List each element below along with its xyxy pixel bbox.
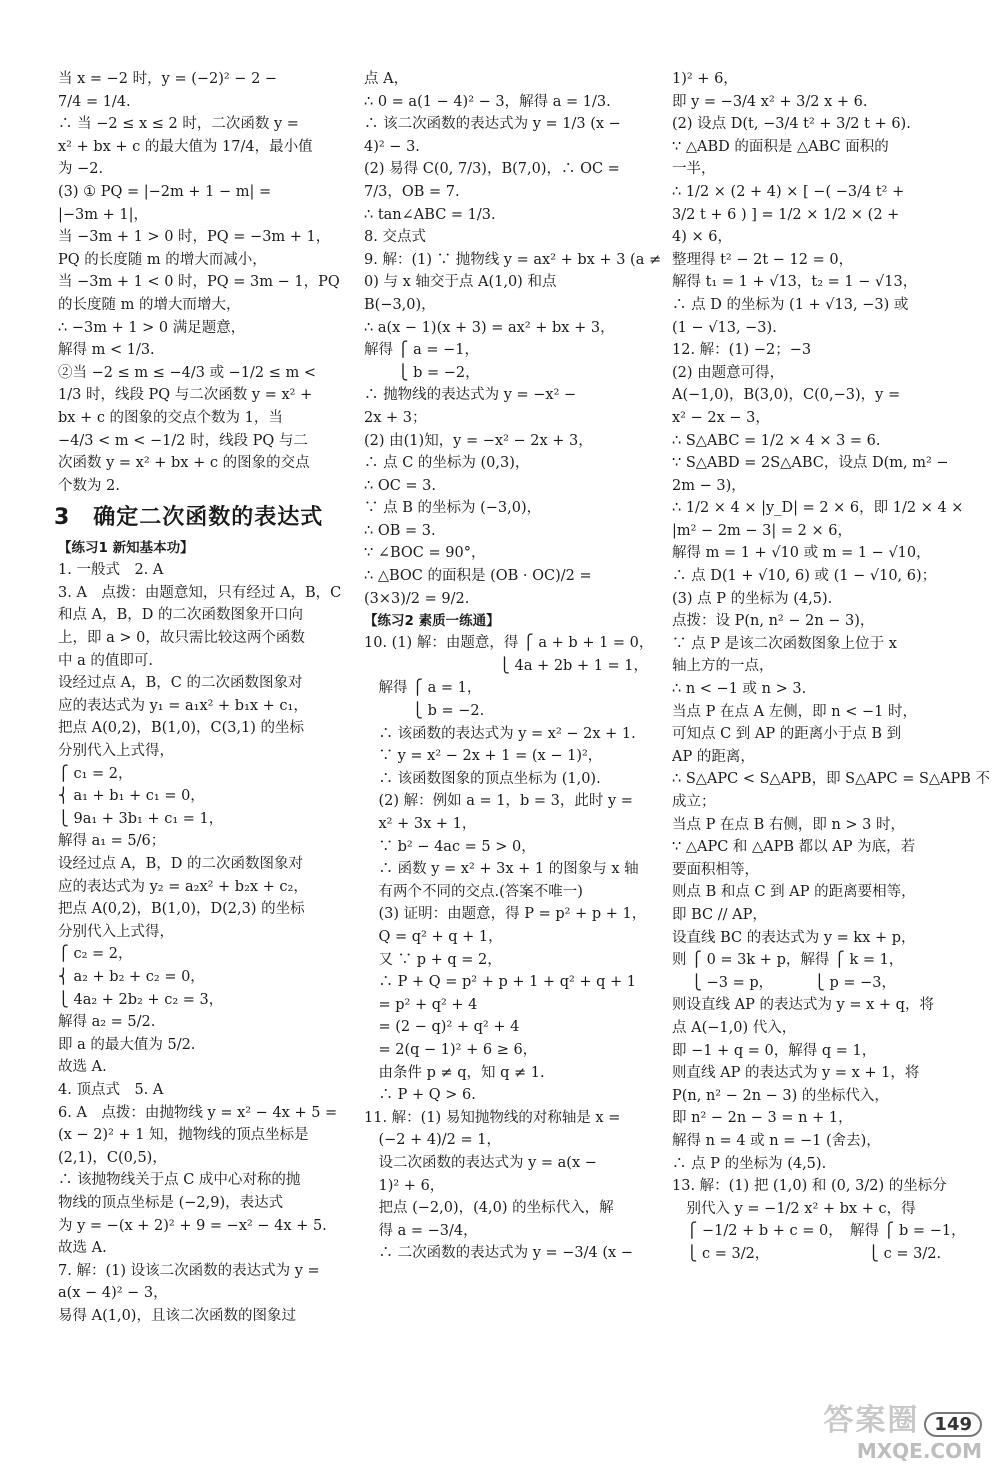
text-line: ⎧ c₂ = 2， [58, 946, 133, 963]
text-line: Q = q² + q + 1， [364, 928, 503, 945]
text-line: ∴ 1/2 × 4 × |y_D| = 2 × 6，即 1/2 × 4 × [672, 500, 964, 517]
text-line: ∴ S△APC < S△APB，即 S△APC = S△APB 不 [672, 771, 991, 788]
text-line: ⎨ a₁ + b₁ + c₁ = 0， [58, 788, 205, 805]
section-heading: 3 确定二次函数的表达式 [54, 505, 324, 531]
text-line: 即 BC // AP， [672, 906, 767, 923]
text-line: 6. A 点拨：由抛物线 y = x² − 4x + 5 = [58, 1104, 338, 1121]
text-line: 7. 解：(1) 设该二次函数的表达式为 y = [58, 1262, 320, 1279]
text-line: ∴ 二次函数的表达式为 y = −3/4 (x − [364, 1245, 633, 1262]
text-line: 当 −3m + 1 > 0 时，PQ = −3m + 1， [58, 229, 331, 246]
text-line: 可知点 C 到 AP 的距离小于点 B 到 [672, 726, 902, 743]
text-line: 有两个不同的交点.(答案不唯一) [364, 883, 583, 900]
text-line: 则 ⎧ 0 = 3k + p，解得 ⎧ k = 1， [672, 952, 904, 969]
text-line: ∴ 点 P 的坐标为 (4,5). [672, 1155, 827, 1172]
text-line: 由条件 p ≠ q，知 q ≠ 1. [364, 1064, 545, 1081]
text-line: 次函数 y = x² + bx + c 的图象的交点 [58, 455, 310, 472]
text-line: ⎧ c₁ = 2， [58, 765, 133, 782]
text-line: 分别代入上式得， [58, 923, 174, 940]
watermark-text: 答案圈 [823, 1403, 920, 1438]
text-line: ⎩ −3 = p， ⎩ p = −3， [672, 974, 896, 991]
text-line: ∵ 点 B 的坐标为 (−3,0)， [364, 500, 542, 517]
text-line: 10. (1) 解：由题意，得 ⎧ a + b + 1 = 0， [364, 635, 654, 652]
text-line: (2) 由(1)知，y = −x² − 2x + 3， [364, 432, 593, 449]
text-line: 13. 解：(1) 把 (1,0) 和 (0, 3/2) 的坐标分 [672, 1178, 947, 1195]
text-line: 12. 解：(1) −2；−3 [672, 342, 812, 359]
text-line: ∴ OB = 3. [364, 522, 436, 539]
text-line: 2x + 3； [364, 409, 427, 426]
text-line: ∴ △BOC 的面积是 (OB · OC)/2 = [364, 568, 592, 585]
text-line: ∴ 0 = a(1 − 4)² − 3，解得 a = 1/3. [364, 93, 611, 110]
text-line: 即 y = −3/4 x² + 3/2 x + 6. [672, 93, 868, 110]
text-line: ∴ 点 D(1 + √10, 6) 或 (1 − √10, 6)； [672, 568, 937, 585]
text-line: 解得 n = 4 或 n = −1 (舍去)， [672, 1132, 881, 1149]
text-line: 8. 交点式 [364, 229, 426, 246]
text-line: 应的表达式为 y₂ = a₂x² + b₂x + c₂， [58, 878, 308, 895]
watermark-url: MXQE.COM [856, 1439, 982, 1463]
text-line: 易得 A(1,0)，且该二次函数的图象过 [58, 1307, 296, 1324]
text-line: 1)² + 6， [672, 71, 738, 87]
text-line: (2) 由题意可得， [672, 364, 785, 381]
text-line: 得 a = −3/4， [364, 1222, 478, 1239]
text-line: 成立； [672, 794, 716, 810]
text-line: 当点 P 在点 A 左侧，即 n < −1 时， [672, 703, 917, 720]
text-line: = 2(q − 1)² + 6 ≥ 6， [364, 1041, 538, 1058]
text-line: (3) ① PQ = |−2m + 1 − m| = [58, 183, 272, 200]
text-line: 点 A(−1,0) 代入， [672, 1019, 797, 1036]
text-line: 物线的顶点坐标是 (−2,9)，表达式 [58, 1194, 284, 1211]
text-line: = p² + q² + 4 [364, 996, 478, 1013]
text-line: 7/4 = 1/4. [58, 93, 131, 110]
text-line: 11. 解：(1) 易知抛物线的对称轴是 x = [364, 1109, 621, 1126]
text-line: ∴ 抛物线的表达式为 y = −x² − [364, 387, 577, 404]
text-line: = (2 − q)² + q² + 4 [364, 1019, 520, 1036]
text-line: 即 a 的最大值为 5/2. [58, 1036, 196, 1053]
text-line: ∴ −3m + 1 > 0 满足题意， [58, 319, 246, 336]
text-line: 为 y = −(x + 2)² + 9 = −x² − 4x + 5. [58, 1217, 327, 1234]
text-line: ⎩ 4a + 2b + 1 = 1， [364, 657, 649, 674]
text-line: 0) 与 x 轴交于点 A(1,0) 和点 [364, 274, 557, 291]
text-line: ∵ b² − 4ac = 5 > 0， [364, 838, 536, 855]
text-line: 当 −3m + 1 < 0 时，PQ = 3m − 1，PQ [58, 274, 340, 291]
subsection-heading: 【练习2 素质一练通】 [364, 613, 500, 630]
text-line: 则设直线 AP 的表达式为 y = x + q，将 [672, 997, 934, 1014]
text-line: ∴ 点 C 的坐标为 (0,3)， [364, 455, 530, 472]
text-line: ∴ 当 −2 ≤ x ≤ 2 时，二次函数 y = [58, 116, 299, 133]
column-right [672, 68, 991, 1265]
text-line: ∵ ∠BOC = 90°， [364, 545, 486, 562]
text-line: 点拨：设 P(n, n² − 2n − 3)， [672, 613, 875, 630]
text-line: ∵ 点 P 是该二次函数图象上位于 x [672, 635, 897, 652]
text-line: ∴ P + Q = p² + p + 1 + q² + q + 1 [364, 974, 637, 991]
text-line: A(−1,0)，B(3,0)，C(0,−3)，y = [672, 387, 901, 404]
text-line: 则直线 AP 的表达式为 y = x + 1，将 [672, 1065, 920, 1082]
text-line: ∵ △ABD 的面积是 △ABC 面积的 [672, 138, 889, 155]
text-line: 解得 ⎧ a = 1， [364, 680, 482, 697]
text-line: 一半， [672, 161, 716, 178]
text-line: (3×3)/2 = 9/2. [364, 590, 470, 607]
text-line: 7/3，OB = 7. [364, 183, 460, 200]
text-line: 1. 一般式 2. A [58, 562, 164, 579]
text-line: ∵ S△ABD = 2S△ABC，设点 D(m, m² − [672, 455, 949, 472]
text-line: 别代入 y = −1/2 x² + bx + c，得 [672, 1200, 916, 1217]
text-line: (x − 2)² + 1 知，抛物线的顶点坐标是 [58, 1127, 309, 1144]
text-line: 当 x = −2 时，y = (−2)² − 2 − [58, 71, 278, 87]
subsection-heading: 【练习1 新知基本功】 [58, 540, 194, 557]
text-line: 点 A， [364, 71, 409, 87]
text-line: 的长度随 m 的增大而增大， [58, 296, 241, 313]
text-line: 解得 t₁ = 1 + √13，t₂ = 1 − √13， [672, 274, 918, 291]
text-line: 要面积相等， [672, 861, 759, 878]
text-line: ⎩ c = 3/2， ⎩ c = 3/2. [672, 1245, 942, 1262]
text-line: ②当 −2 ≤ m ≤ −4/3 或 −1/2 ≤ m < [58, 364, 317, 381]
text-line: ⎩ 9a₁ + 3b₁ + c₁ = 1， [58, 810, 224, 827]
column-left [54, 68, 342, 1327]
text-line: 设二次函数的表达式为 y = a(x − [364, 1154, 597, 1171]
text-line: 设经过点 A，B，C 的二次函数图象对 [58, 675, 303, 692]
text-line: 整理得 t² − 2t − 12 = 0， [672, 251, 854, 268]
text-line: 9. 解：(1) ∵ 抛物线 y = ax² + bx + 3 (a ≠ [364, 251, 662, 268]
text-line: 分别代入上式得， [58, 743, 174, 760]
text-line: 轴上方的一点， [672, 658, 774, 675]
text-line: 把点 (−2,0)，(4,0) 的坐标代入，解 [364, 1200, 614, 1217]
text-line: 解得 a₁ = 5/6； [58, 833, 166, 850]
text-line: 4. 顶点式 5. A [58, 1081, 164, 1098]
text-line: (2) 易得 C(0, 7/3)，B(7,0)，∴ OC = [364, 161, 620, 178]
text-line: 2m − 3)， [672, 477, 746, 494]
text-line: (3) 证明：由题意，得 P = p² + p + 1， [364, 906, 647, 923]
text-line: (2) 设点 D(t, −3/4 t² + 3/2 t + 6). [672, 116, 911, 133]
text-line: ∴ tan∠ABC = 1/3. [364, 206, 496, 223]
text-line: PQ 的长度随 m 的增大而减小， [58, 251, 267, 268]
text-line: ⎧ −1/2 + b + c = 0， 解得 ⎧ b = −1， [672, 1223, 966, 1240]
text-line: x² + 3x + 1， [364, 816, 477, 832]
text-line: 即 n² − 2n − 3 = n + 1， [672, 1110, 853, 1127]
text-line: 故选 A. [58, 1240, 107, 1257]
text-line: ⎩ 4a₂ + 2b₂ + c₂ = 3， [58, 991, 224, 1008]
text-line: 1)² + 6， [364, 1177, 445, 1194]
text-line: ∴ 该抛物线关于点 C 成中心对称的抛 [58, 1172, 301, 1189]
text-line: a(x − 4)² − 3， [58, 1285, 168, 1302]
text-line: ∴ S△ABC = 1/2 × 4 × 3 = 6. [672, 432, 881, 449]
text-line: (2,1)，C(0,5)， [58, 1149, 167, 1166]
text-line: ∴ a(x − 1)(x + 3) = ax² + bx + 3， [364, 319, 615, 336]
text-line: P(n, n² − 2n − 3) 的坐标代入， [672, 1087, 889, 1104]
text-line: ⎨ a₂ + b₂ + c₂ = 0， [58, 968, 205, 985]
text-line: ∵ y = x² − 2x + 1 = (x − 1)²， [364, 748, 603, 765]
text-line: 解得 a₂ = 5/2. [58, 1014, 156, 1031]
text-line: (1 − √13, −3). [672, 319, 777, 336]
text-line: 个数为 2. [58, 477, 120, 494]
text-line: 1/3 时，线段 PQ 与二次函数 y = x² + [58, 387, 313, 404]
page-footer [823, 1395, 982, 1463]
text-line: 即 −1 + q = 0，解得 q = 1， [672, 1042, 877, 1059]
text-line: |m² − 2m − 3| = 2 × 6， [672, 522, 852, 539]
text-line: x² + bx + c 的最大值为 17/4，最小值 [58, 138, 313, 155]
text-line: ⎩ b = −2， [364, 364, 480, 381]
text-line: 设经过点 A，B，D 的二次函数图象对 [58, 856, 303, 872]
text-line: 中 a 的值即可. [58, 652, 153, 669]
text-line: ∵ △APC 和 △APB 都以 AP 为底，若 [672, 839, 916, 856]
text-line: (3) 点 P 的坐标为 (4,5). [672, 590, 833, 607]
text-line: 解得 m < 1/3. [58, 342, 155, 359]
page-number: 149 [924, 1412, 982, 1437]
text-line: 把点 A(0,2)，B(1,0)，C(3,1) 的坐标 [58, 720, 305, 737]
text-line: ∴ n < −1 或 n > 3. [672, 681, 807, 698]
text-line: 和点 A，B，D 的二次函数图象开口向 [58, 607, 303, 624]
text-line: (2) 解：例如 a = 1，b = 3，此时 y = [364, 793, 633, 810]
text-line: ∴ 函数 y = x² + 3x + 1 的图象与 x 轴 [364, 861, 639, 878]
text-line: ∴ 1/2 × (2 + 4) × [ −( −3/4 t² + [672, 183, 905, 200]
text-line: 应的表达式为 y₁ = a₁x² + b₁x + c₁， [58, 697, 308, 714]
column-middle [364, 68, 662, 1265]
text-line: ⎩ b = −2. [364, 703, 485, 720]
text-line: ∴ 点 D 的坐标为 (1 + √13, −3) 或 [672, 296, 909, 313]
text-line: ∴ OC = 3. [364, 477, 437, 494]
text-line: ∴ 该函数的表达式为 y = x² − 2x + 1. [364, 725, 636, 742]
text-line: −4/3 < m < −1/2 时，线段 PQ 与二 [58, 432, 308, 449]
text-line: 当点 P 在点 B 右侧，即 n > 3 时， [672, 816, 905, 833]
text-line: 上，即 a > 0，故只需比较这两个函数 [58, 630, 305, 647]
text-line: bx + c 的图象的交点个数为 1，当 [58, 409, 283, 426]
text-line: (−2 + 4)/2 = 1， [364, 1132, 501, 1149]
text-line: ∴ P + Q > 6. [364, 1087, 476, 1104]
text-line: 把点 A(0,2)，B(1,0)，D(2,3) 的坐标 [58, 901, 305, 918]
text-line: 又 ∵ p + q = 2， [364, 951, 502, 968]
text-line: ∴ 该函数图象的顶点坐标为 (1,0). [364, 770, 601, 787]
text-line: 为 −2. [58, 161, 104, 178]
text-line: 解得 m = 1 + √10 或 m = 1 − √10， [672, 545, 931, 562]
text-line: ∴ 该二次函数的表达式为 y = 1/3 (x − [364, 116, 621, 133]
text-line: 3. A 点拨：由题意知，只有经过 A，B，C [58, 584, 342, 601]
text-line: 4) × 6， [672, 229, 732, 246]
text-line: x² − 2x − 3， [672, 409, 770, 426]
text-line: 3/2 t + 6 ) ] = 1/2 × 1/2 × (2 + [672, 206, 900, 223]
text-line: 设直线 BC 的表达式为 y = kx + p， [672, 929, 916, 946]
text-line: AP 的距离， [672, 748, 755, 765]
text-line: 4)² − 3. [364, 138, 420, 155]
text-line: 故选 A. [58, 1059, 107, 1076]
text-line: 则点 B 和点 C 到 AP 的距离要相等， [672, 884, 916, 901]
text-line: B(−3,0)， [364, 296, 436, 313]
text-line: |−3m + 1|， [58, 206, 148, 223]
text-line: 解得 ⎧ a = −1， [364, 342, 479, 359]
